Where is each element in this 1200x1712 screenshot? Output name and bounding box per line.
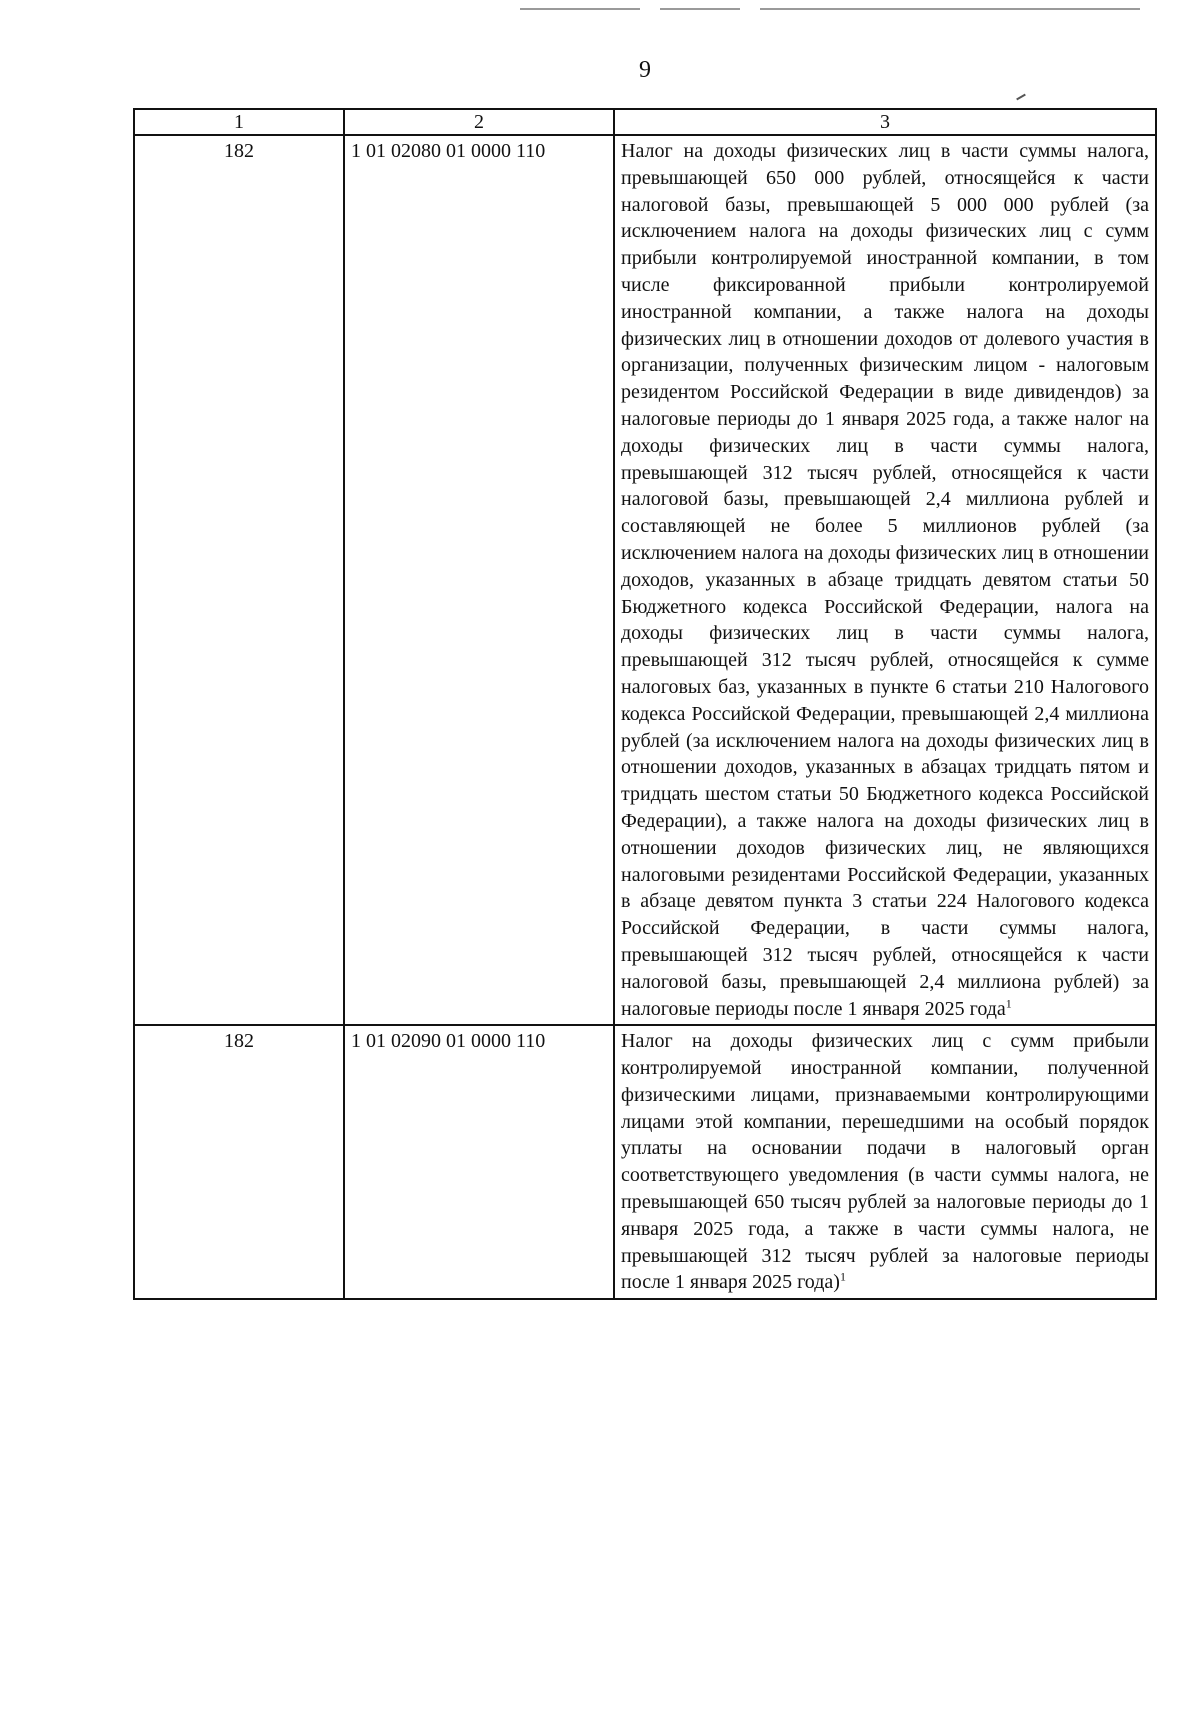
description-cell bbox=[614, 135, 1156, 1025]
kbk-code-cell: 1 01 02090 01 0000 110 bbox=[344, 1025, 614, 1299]
description-text: Налог на доходы физических лиц с сумм прибыли контролируемой иностранной компании, полученной физическими лицами, признаваемыми контролирующими лицами этой компании, перешедшими на особый порядок уплаты на основании подачи в налоговый орган соответствующего уведомления (в части суммы налога, не превышающей 650 тысяч рублей за налоговые периоды до 1 января 2025 года, а также в части суммы налога, не превышающей 312 тысяч рублей за налоговые периоды после 1 января 2025 года) bbox=[621, 1030, 1149, 1294]
table-header-row bbox=[134, 109, 1156, 135]
kbk-code-cell: 1 01 02080 01 0000 110 bbox=[344, 135, 614, 1025]
table-row bbox=[134, 135, 1156, 1025]
footnote-marker: 1 bbox=[839, 1269, 846, 1284]
description-text: Налог на доходы физических лиц в части суммы налога, превышающей 650 000 рублей, относящейся к части налоговой базы, превышающей 5 000 000 рублей (за исключением налога на доходы физических лиц с сумм прибыли контролируемой иностранной компании, в том числе фиксированной прибыли контролируемой иностранной компании, а также налога на доходы физических лиц в отношении доходов от долевого участия в организации, полученных физическим лицом - налоговым резидентом Российской Федерации в виде дивидендов) за налоговые периоды до 1 января 2025 года, а также налог на доходы физических лиц в части суммы налога, превышающей 312 тысяч рублей, относящейся к части налоговой базы, превышающей 2,4 миллиона рублей и составляющей не более 5 миллионов рублей (за исключением налога на доходы физических лиц в отношении доходов, указанных в абзаце тридцать девятом статьи 50 Бюджетного кодекса Российской Федерации, налога на доходы физических лиц в части суммы налога, превышающей 312 тысяч рублей, относящейся к сумме налоговых баз, указанных в пункте 6 статьи 210 Налогового кодекса Российской Федерации, превышающей 2,4 миллиона рублей (за исключением налога на доходы физических лиц в отношении доходов, указанных в абзацах тридцать пятом и тридцать шестом статьи 50 Бюджетного кодекса Российской Федерации), а также налога на доходы физических лиц в отношении доходов физических лиц, не являющихся налоговыми резидентами Российской Федерации, указанных в абзаце девятом пункта 3 статьи 224 Налогового кодекса Российской Федерации, в части суммы налога, превышающей 312 тысяч рублей, относящейся к части налоговой базы, превышающей 2,4 миллиона рублей) за налоговые периоды после 1 января 2025 года bbox=[621, 140, 1149, 1020]
pen-mark bbox=[1016, 94, 1026, 101]
footnote-marker: 1 bbox=[1005, 995, 1012, 1010]
column-number-2: 2 bbox=[344, 109, 614, 135]
column-number-3: 3 bbox=[614, 109, 1156, 135]
table-row bbox=[134, 1025, 1156, 1299]
admin-code-cell: 182 bbox=[134, 135, 344, 1025]
description-cell bbox=[614, 1025, 1156, 1299]
column-number-1: 1 bbox=[134, 109, 344, 135]
page-number: 9 bbox=[639, 57, 651, 83]
scan-artifact bbox=[660, 8, 740, 10]
scan-artifact bbox=[760, 8, 1140, 10]
income-codes-table bbox=[133, 108, 1157, 1300]
admin-code-cell: 182 bbox=[134, 1025, 344, 1299]
scan-artifact bbox=[520, 8, 640, 10]
